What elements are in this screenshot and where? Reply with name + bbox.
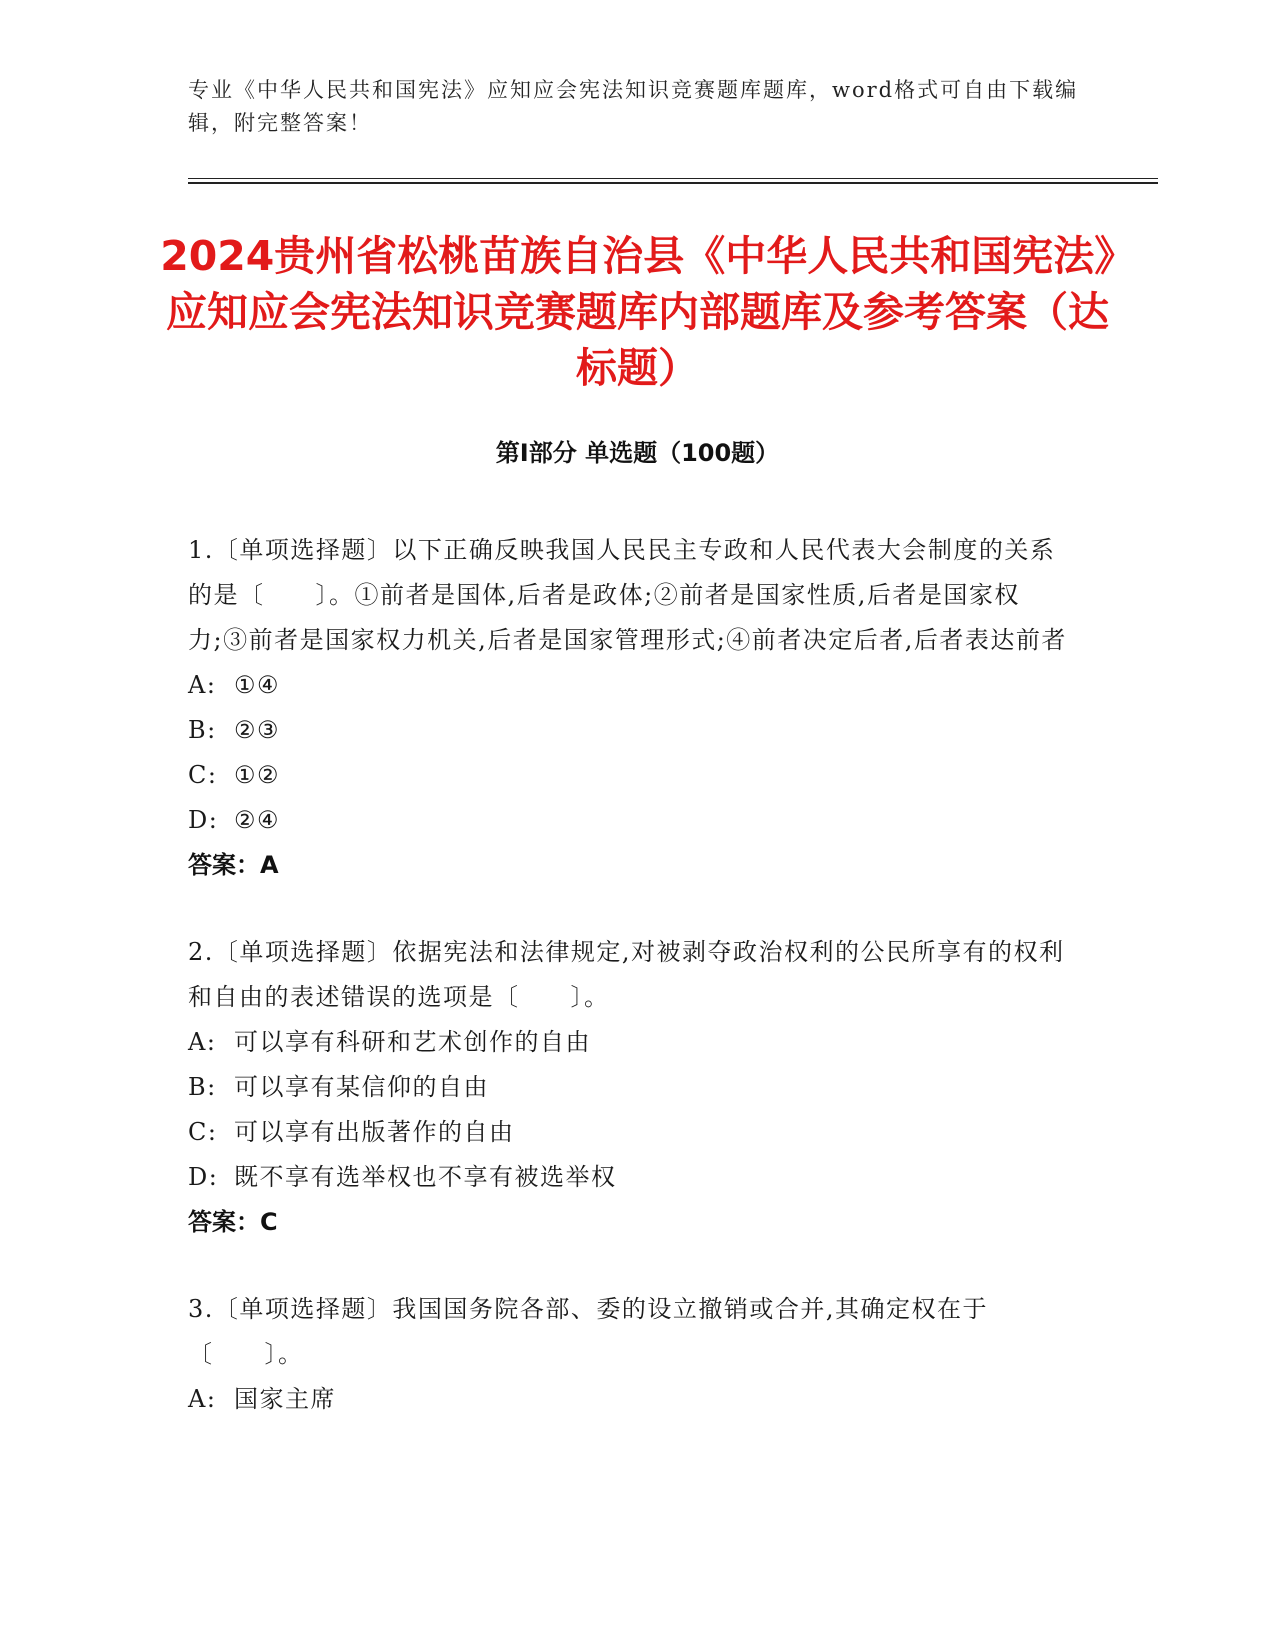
option-b — [188, 708, 1078, 753]
option-a — [188, 1377, 1078, 1422]
header-note: 专业《中华人民共和国宪法》应知应会宪法知识竞赛题库题库，word格式可自由下载编辑，附完整答案！ — [188, 78, 1079, 135]
option-letter: A: — [188, 1385, 217, 1413]
question-text: 1.〔单项选择题〕以下正确反映我国人民民主专政和人民代表大会制度的关系的是〔 〕。①前者是国体,后者是政体;②前者是国家性质,后者是国家权力;③前者是国家权力机关,后者是国家管理形式;④前者决定后者,后者表达前者 — [188, 536, 1067, 654]
option-text: 既不享有选举权也不享有被选举权 — [234, 1163, 617, 1191]
question-1 — [188, 528, 1078, 888]
answer-line: 答案：A — [188, 851, 279, 879]
option-c — [188, 1110, 1078, 1155]
option-d — [188, 1155, 1078, 1200]
option-letter: C: — [188, 1118, 218, 1146]
option-letter: A: — [188, 1028, 217, 1056]
question-3 — [188, 1287, 1078, 1422]
option-text: 可以享有科研和艺术创作的自由 — [234, 1028, 591, 1056]
option-text: ①④ — [234, 671, 281, 699]
option-text: 国家主席 — [234, 1385, 336, 1413]
option-a — [188, 663, 1078, 708]
option-letter: D: — [188, 806, 219, 834]
option-letter: C: — [188, 761, 218, 789]
option-letter: B: — [188, 716, 217, 744]
question-text: 2.〔单项选择题〕依据宪法和法律规定,对被剥夺政治权利的公民所享有的权利和自由的表述错误的选项是〔 〕。 — [188, 938, 1065, 1011]
option-text: 可以享有某信仰的自由 — [234, 1073, 489, 1101]
header-divider-thin — [188, 178, 1158, 179]
header-divider-thick — [188, 182, 1158, 184]
option-letter: D: — [188, 1163, 219, 1191]
option-text: 可以享有出版著作的自由 — [234, 1118, 515, 1146]
option-text: ②④ — [234, 806, 281, 834]
question-text: 3.〔单项选择题〕我国国务院各部、委的设立撤销或合并,其确定权在于〔 〕。 — [188, 1295, 989, 1368]
option-a — [188, 1020, 1078, 1065]
question-2 — [188, 930, 1078, 1245]
option-b — [188, 1065, 1078, 1110]
section-title: 第Ⅰ部分 单选题（100题） — [495, 439, 780, 467]
document-title: 2024贵州省松桃苗族自治县《中华人民共和国宪法》应知应会宪法知识竞赛题库内部题库及参考答案（达标题） — [160, 232, 1115, 392]
question-list — [188, 528, 1078, 1464]
option-text: ②③ — [234, 716, 281, 744]
answer-line: 答案：C — [188, 1208, 278, 1236]
option-d — [188, 798, 1078, 843]
option-text: ①② — [234, 761, 281, 789]
option-letter: B: — [188, 1073, 217, 1101]
option-c — [188, 753, 1078, 798]
option-letter: A: — [188, 671, 217, 699]
